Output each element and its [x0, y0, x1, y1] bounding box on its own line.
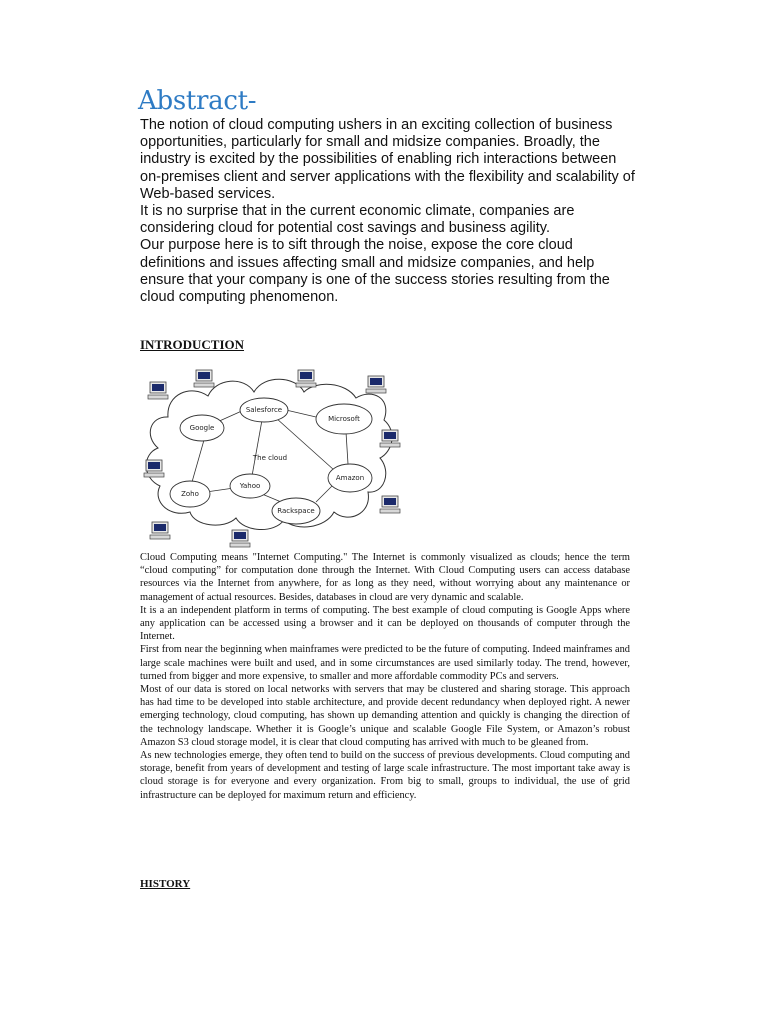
computer-icon — [194, 370, 214, 387]
introduction-paragraph: Cloud Computing means "Internet Computing." The Internet is commonly visualized as clouds; hence the term “cloud computing” for computation done through the Internet. With Cloud Computing users can access database resources via the Internet from anywhere, for as long as they need, without worrying about any maintenance or management of actual resources. Besides, databases in cloud are very dynamic and scalable. — [140, 552, 630, 603]
computer-icon — [230, 530, 250, 547]
introduction-body — [140, 551, 630, 802]
computer-icon — [148, 382, 168, 399]
node-label-microsoft: Microsoft — [328, 415, 360, 423]
abstract-paragraph: Our purpose here is to sift through the noise, expose the core cloud definitions and issues affecting small and midsize companies, and help ensure that your company is one of the success stories resulting from the cloud computing phenomenon. — [140, 237, 610, 306]
introduction-paragraph: As new technologies emerge, they often tend to build on the success of previous developments. Cloud computing and storage, benefit from years of development and testing of large scale infrastructure. The most important take away is cloud storage is for everyone and every organization. From big to small, groups to individual, the use of grid infrastructure can be deployed for maximum return and efficiency. — [140, 750, 630, 801]
computer-icon — [296, 370, 316, 387]
node-label-yahoo: Yahoo — [239, 482, 261, 490]
introduction-heading: INTRODUCTION — [140, 337, 245, 352]
computer-icon — [144, 460, 164, 477]
introduction-paragraph: Most of our data is stored on local networks with servers that may be clustered and sharing storage. This approach has had time to be developed into stable architecture, and provide decent redundancy when deployed right. A newer emerging technology, cloud computing, has shown up demanding attention and quickly is changing the direction of the technology landscape. Whether it is Google’s unique and scalable Google File System, or Amazon’s robust Amazon S3 cloud storage model, it is clear that cloud computing has arrived with much to be gleaned from. — [140, 684, 630, 748]
abstract-body — [140, 117, 640, 306]
introduction-paragraph: It is a an independent platform in terms of computing. The best example of cloud computing is Google Apps where any application can be accessed using a browser and it can be deployed on thousands of computer through the Internet. — [140, 604, 630, 643]
computer-icon — [366, 376, 386, 393]
node-label-google: Google — [189, 424, 215, 432]
computer-icon — [380, 496, 400, 513]
node-label-salesforce: Salesforce — [245, 406, 283, 414]
node-label-rackspace: Rackspace — [277, 507, 315, 515]
node-label-amazon: Amazon — [335, 474, 365, 482]
abstract-paragraph: It is no surprise that in the current economic climate, companies are considering cloud for potential cost savings and business agility. — [140, 203, 575, 237]
cloud-center-label: The cloud — [252, 454, 288, 462]
history-heading: HISTORY — [140, 878, 191, 890]
abstract-paragraph: The notion of cloud computing ushers in an exciting collection of business opportunities, particularly for small and midsize companies. Broadly, the industry is excited by the possibilities of enabling rich interactions between on-premises client and server applications with the flexibility and scalability of Web-based services. — [140, 117, 635, 202]
computer-icon — [150, 522, 170, 539]
abstract-heading: Abstract- — [138, 86, 257, 116]
computer-icon — [380, 430, 400, 447]
introduction-paragraph: First from near the beginning when mainframes were predicted to be the future of computing. Indeed mainframes and large scale machines were built and used, and in some circumstances are used similarly today. The trend, however, turned from bigger and more expensive, to smaller and more affordable commodity PCs and servers. — [140, 644, 630, 682]
cloud-diagram — [136, 362, 416, 558]
node-label-zoho: Zoho — [181, 490, 199, 498]
